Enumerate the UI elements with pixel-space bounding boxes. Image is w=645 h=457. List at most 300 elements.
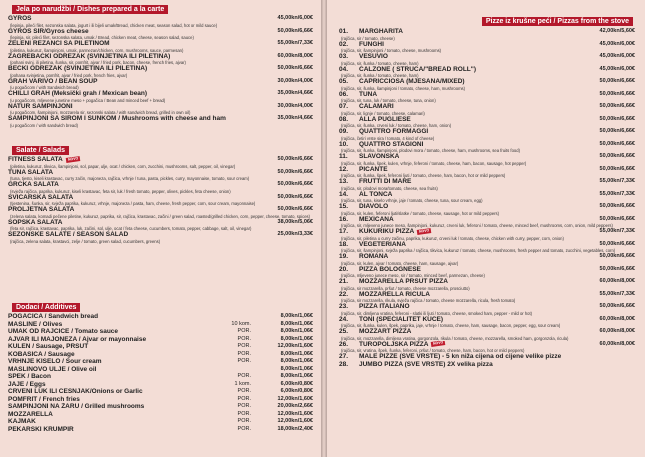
- item-name: [8, 90, 313, 98]
- menu-item: [339, 28, 635, 41]
- item-name: [339, 178, 635, 186]
- item-title: AL TONCA: [359, 190, 393, 198]
- item-description: (rajčica, sir mozzarella, pršut / tomato, cheese mozzarella, prosciutto): [341, 285, 470, 291]
- item-name: [8, 40, 313, 48]
- item-price: 30,00kn/4,00€: [277, 77, 313, 84]
- item-price: 50,00kn/6,66€: [599, 165, 635, 172]
- item-name: [339, 153, 635, 161]
- menu-left-page: [0, 0, 321, 457]
- item-name: [339, 228, 635, 236]
- item-description: (rajčica, sir, šunka, šampinjoni / tomato, cheese, ham, mushrooms): [341, 85, 466, 91]
- item-name: [8, 351, 313, 359]
- menu-item: [8, 231, 313, 244]
- item-title: GYROS: [8, 15, 32, 22]
- menu-item: [339, 328, 635, 341]
- item-name: [8, 103, 313, 111]
- item-name: [8, 366, 313, 374]
- item-name: [8, 219, 313, 227]
- menu-item: [339, 303, 635, 316]
- item-name: [339, 341, 635, 349]
- item-price: 30,00kn/4,00€: [277, 102, 313, 109]
- item-number: 19.: [339, 253, 349, 260]
- item-price: 60,00kn/8,00€: [599, 278, 635, 284]
- item-quantity: POR.: [237, 350, 251, 357]
- item-title: VRHNJE KISELO / Sour cream: [8, 358, 102, 365]
- menu-item: [8, 396, 313, 404]
- item-price: 50,00kn/6,66€: [277, 65, 313, 71]
- item-name: [339, 241, 635, 249]
- item-description: (tuna, tjesto, kiseli krastavac, curry začin, majoneza, rajčica, vrhnje / tuna, pasta, pickles, curry, mayonnaise, tomato, sour cream): [10, 176, 250, 181]
- menu-item: [8, 381, 313, 389]
- menu-item: [8, 103, 313, 116]
- item-name: [339, 53, 635, 61]
- item-name: [339, 103, 635, 111]
- item-price: 38,00kn/5,06€: [277, 218, 313, 225]
- menu-item: [8, 219, 313, 232]
- item-price: 8,00kn/1,06€: [280, 350, 313, 357]
- item-name: [339, 328, 635, 336]
- item-description: (lepinja, pileći filet, sezonska salata, jogurt i ili bijeli umak/Bread, chicken meat, season salad, hot or mild sauce): [10, 22, 218, 28]
- item-quantity: POR.: [237, 358, 251, 364]
- item-number: 24.: [339, 315, 349, 323]
- item-price: 45,00kn/6,00€: [599, 53, 635, 59]
- item-name: [339, 353, 635, 361]
- item-title: MASLINOVO ULJE / Olive oil: [8, 365, 97, 373]
- menu-item: [8, 343, 313, 351]
- item-description: (rajčica, sir / tomato, cheese): [341, 35, 395, 41]
- item-title: MARGHARITA: [359, 28, 403, 35]
- item-quantity: POR.: [237, 328, 251, 334]
- item-price: 50,00kn/6,66€: [277, 193, 313, 200]
- item-title: PICANTE: [359, 165, 388, 173]
- item-title: MEXICANA: [359, 215, 394, 223]
- item-name: [8, 403, 313, 411]
- item-name: [339, 266, 635, 274]
- item-number: 02.: [339, 40, 349, 48]
- menu-item: [339, 216, 635, 229]
- item-number: 04.: [339, 65, 349, 73]
- item-price: 50,00kn/6,66€: [599, 203, 635, 209]
- item-title: QUATTRO STAGIONI: [359, 140, 424, 148]
- item-price: 6,00kn/0,80€: [280, 388, 313, 394]
- item-name: [8, 358, 313, 366]
- menu-item: [339, 78, 635, 91]
- item-title: KOBASICA / Sausage: [8, 350, 75, 358]
- pizza-list: [339, 28, 635, 369]
- item-title: SEZONSKE SALATE / SEASON SALAD: [8, 231, 129, 238]
- menu-item: [339, 241, 635, 254]
- item-number: 27.: [339, 353, 349, 360]
- item-price: 12,00kn/1,60€: [277, 410, 313, 417]
- item-name: [8, 181, 313, 189]
- item-description: (rajčica, sir, lignje / tomato, cheese, calamari): [341, 110, 425, 116]
- menu-item: [8, 336, 313, 344]
- menu-item: [8, 40, 313, 53]
- menu-item: [339, 353, 635, 361]
- section-header-dishes: Jela po narudžbi / Dishes prepared a la carte: [12, 5, 168, 14]
- additives-list: [8, 313, 313, 433]
- item-title: MOZZARELLA PRŠUT PIZZA: [359, 278, 448, 285]
- item-title: BEČKI ODREZAK (SVINJETINA ILI PILETINA): [8, 65, 148, 72]
- salads-list: [8, 156, 313, 244]
- item-price: 55,00kn/7,33€: [277, 40, 313, 46]
- item-price: 50,00kn/6,66€: [599, 303, 635, 309]
- item-name: [8, 388, 313, 396]
- item-price: 18,00kn/2,40€: [277, 425, 313, 432]
- item-name: [339, 28, 635, 36]
- item-name: [339, 91, 635, 99]
- item-name: [8, 231, 313, 239]
- item-number: 22.: [339, 290, 349, 298]
- menu-item: [8, 321, 313, 329]
- item-price: 6,00kn/0,80€: [280, 380, 313, 387]
- menu-right-page: [327, 0, 645, 457]
- item-name: [339, 361, 635, 369]
- item-name: [339, 116, 635, 124]
- item-title: ŠPEK / Bacon: [8, 373, 51, 380]
- menu-item: [8, 366, 313, 374]
- item-description: (piletina, kukuruz, šampinjoni, umak, parmezan/chicken, corn, mushrooms, sauce, parmesan): [10, 47, 184, 53]
- item-name: [339, 41, 635, 49]
- menu-item: [8, 206, 313, 219]
- item-title: NATUR ŠAMPINJONI: [8, 102, 73, 110]
- item-description: (rajčica, sir mozzarella, rikula, svježa rajčica / tomato, cheese mozzarella, ricula, fresh tomato): [341, 298, 516, 303]
- item-price: 50,00kn/6,66€: [599, 240, 635, 247]
- menu-item: [8, 115, 313, 128]
- item-title: KULEN / Sausage, PRŠUT: [8, 343, 89, 350]
- item-name: [8, 156, 313, 164]
- item-price: 8,00kn/1,06€: [280, 313, 313, 319]
- item-price: 8,00kn/1,06€: [280, 358, 313, 364]
- item-title: ŠVICARSKA SALATA: [8, 193, 74, 201]
- item-name: [8, 313, 313, 321]
- item-quantity: POR.: [237, 335, 251, 342]
- item-name: [339, 141, 635, 149]
- menu-item: [8, 15, 313, 28]
- menu-item: [339, 253, 635, 266]
- menu-item: [8, 358, 313, 366]
- item-description: (rajčica, četiri vrste sira / tomato, 4 kind of cheese): [341, 135, 435, 141]
- item-price: 50,00kn/6,66€: [599, 253, 635, 259]
- item-title: ŠOPSKA SALATA: [8, 218, 63, 226]
- item-description: (rajčica, sir, šunka, crveni luk / tomato, cheese, ham, onion): [341, 123, 452, 128]
- item-title: PROLJETNA SALATA: [8, 206, 75, 213]
- item-price: 50,00kn/6,66€: [599, 153, 635, 159]
- item-title: CALZONE ( ŠTRUCA/"BREAD ROLL"): [359, 65, 477, 73]
- item-description: (rajčica, sir, šunka, špek, feferoni ljuti / tomato, cheese, ham, bacon, hot or mild peppers): [341, 173, 506, 178]
- item-description: (rajčica, sir, šunka, špek, kulen, vrhnje, feferoni / tomato, cheese, ham, bacon, sausage, hot pepper): [341, 160, 527, 166]
- item-price: 50,00kn/6,66€: [599, 265, 635, 272]
- menu-item: [339, 203, 635, 216]
- item-description: (tjestenina, šunka, sir, svježa paprika, kukuruz, vrhnje, majoneza / pasta, ham, cheese, fresh pepper, corn, sour cream, mayonnaise): [10, 201, 256, 206]
- menu-item: [339, 141, 635, 154]
- item-title: KUKURIKU PIZZA: [359, 228, 415, 235]
- menu-item: [339, 266, 635, 279]
- item-number: 28.: [339, 361, 349, 368]
- item-number: 20.: [339, 265, 349, 273]
- item-description: (rajčica, sir, šunka / tomato, cheese, ham): [341, 60, 419, 66]
- menu-item: [8, 28, 313, 41]
- item-price: 50,00kn/6,66€: [599, 103, 635, 109]
- menu-item: [8, 403, 313, 411]
- item-price: 25,00kn/3,33€: [277, 231, 313, 237]
- menu-item: [8, 351, 313, 359]
- item-title: POGAČICA / Sandwich bread: [8, 313, 99, 320]
- item-price: 12,00kn/1,60€: [277, 343, 313, 349]
- item-number: 25.: [339, 328, 349, 335]
- item-name: [8, 321, 313, 329]
- item-name: [339, 166, 635, 174]
- item-title: KAJMAK: [8, 418, 36, 425]
- item-title: FUNGHI: [359, 40, 384, 48]
- item-description: (svježa rajčica, paprika, kukuruz, kiseli krastavac, feta sir, luk / fresh tomato, pepper, olives, pickles, feta cheese, onion): [10, 188, 231, 194]
- item-title: GRAH VARIVO / BEAN SOUP: [8, 77, 98, 85]
- item-price: 50,00kn/6,66€: [277, 206, 313, 212]
- menu-item: [339, 53, 635, 66]
- item-number: 11.: [339, 153, 348, 160]
- item-price: 50,00kn/6,66€: [599, 128, 635, 134]
- item-name: [8, 78, 313, 86]
- item-title: ZAGREBAČKI ODREZAK (SVINJETINA ILI PILETINA): [8, 52, 171, 60]
- item-description: (rajčica, sir, plodovi mora/tomato, cheese, sea fruits): [341, 185, 438, 191]
- item-title: CALAMARI: [359, 103, 394, 110]
- menu-item: [8, 181, 313, 194]
- item-price: 50,00kn/6,66€: [599, 78, 635, 84]
- menu-item: [339, 316, 635, 329]
- item-title: MOZZARELLA RICULA: [359, 290, 430, 298]
- item-number: 06.: [339, 90, 349, 98]
- item-price: 50,00kn/6,66€: [277, 168, 313, 175]
- item-price: 12,00kn/1,60€: [277, 418, 313, 424]
- item-title: GYROS SIR/Gyros cheese: [8, 27, 89, 35]
- item-price: 60,00kn/8,00€: [277, 52, 313, 59]
- item-description: (rajčica, sir, šunka, kulen, špek, paprika, jaje, vrhnje / tomato, cheese, ham, sausage, bacon, pepper, egg, sour cream): [341, 323, 561, 328]
- item-title: UMAK OD RAJČICE / Tomato sauce: [8, 328, 119, 335]
- item-name: [339, 278, 635, 286]
- item-description: (rajčica, sir, kulen, ajvar / tomato, cheese, ham, sausage, ajvar): [341, 260, 459, 266]
- item-price: 12,00kn/1,60€: [277, 395, 313, 402]
- menu-item: [339, 361, 635, 369]
- item-quantity: POR.: [237, 395, 251, 402]
- item-number: 15.: [339, 203, 349, 210]
- item-title: VESUVIO: [359, 53, 388, 60]
- item-quantity: POR.: [237, 425, 251, 432]
- item-quantity: POR.: [237, 410, 251, 417]
- item-price: 45,00kn/6,00€: [599, 40, 635, 47]
- item-description: (rajčica, sir, šampinjoni / tomato, cheese, mushrooms): [341, 48, 442, 53]
- menu-item: [339, 91, 635, 104]
- item-price: 50,00kn/6,66€: [599, 140, 635, 147]
- item-title: TONI (SPECIALITET KUĆE): [359, 315, 444, 323]
- section-header-pizzas: Pizze iz krušne peći / Pizzas from the stove: [482, 17, 633, 26]
- item-price: 8,00kn/1,06€: [280, 320, 313, 327]
- menu-item: [8, 328, 313, 336]
- item-price: 60,00kn/8,00€: [599, 340, 635, 347]
- menu-item: [8, 65, 313, 78]
- item-number: 03.: [339, 53, 349, 60]
- item-title: VEGETERIANA: [359, 240, 406, 248]
- new-badge: NOVO: [431, 341, 446, 348]
- menu-item: [339, 191, 635, 204]
- menu-item: [339, 278, 635, 291]
- item-title: MALE PIZZE (SVE VRSTE) - 5 kn niža cijena od cijene velike pizze: [359, 353, 562, 360]
- item-name: [8, 53, 313, 61]
- item-number: 26.: [339, 340, 349, 348]
- item-description: (rajčica, mljeveno junece meso, sir / tomato, minced beef, parmezan, cheese): [341, 273, 485, 278]
- item-title: FRUTTI DI MARE: [359, 178, 412, 185]
- menu-item: [339, 153, 635, 166]
- item-description: (feta sir, rajčica, krastavac, paprika, luk, začini, sol, ulje, ocat / feta cheese, cucumbers, tomato, pepper, cabbage, salt, oil, vinegar): [10, 226, 252, 231]
- item-quantity: 1 kom.: [234, 380, 251, 387]
- item-number: 13.: [339, 178, 349, 185]
- item-title: QUATTRO FORMAGGI: [359, 128, 429, 135]
- item-name: [8, 418, 313, 426]
- item-number: 05.: [339, 78, 349, 85]
- section-header-additives: Dodaci / Additives: [12, 303, 80, 312]
- menu-item: [339, 41, 635, 54]
- item-price: 8,00kn/1,06€: [280, 335, 313, 342]
- menu-item: [339, 66, 635, 79]
- item-title: MOZZARELLA: [8, 410, 53, 418]
- item-title: ŠAMPINJONI SA SIROM I ŠUNKOM / Mushrooms with cheese and ham: [8, 115, 226, 122]
- item-description: (lepinja, sir, pileći filet, sezonska salata, umak / Bread, chicken meat, cheese, season salad, sauce): [10, 35, 194, 40]
- item-name: [8, 336, 313, 344]
- item-title: TUNA: [359, 90, 378, 98]
- menu-item: [339, 341, 635, 354]
- item-name: [8, 411, 313, 419]
- item-price: 60,00kn/8,00€: [599, 315, 635, 322]
- item-quantity: POR.: [237, 388, 251, 394]
- item-quantity: POR.: [237, 418, 251, 424]
- item-description: (zelena salata, komadi pečene piletine, kukuruz, paprika, sir, rajčica, krastavac, začini / green salad, roasted/grilled chicken, corn, pepper, cheese, tomato, spices): [10, 213, 311, 219]
- item-price: 50,00kn/6,66€: [277, 27, 313, 34]
- item-description: (rajčica, zelena salata, krastavci, zelje / tomato, green salad, cucumbers, greens): [10, 238, 161, 244]
- item-price: 8,00kn/1,06€: [280, 365, 313, 372]
- item-price: 20,00kn/2,66€: [277, 403, 313, 409]
- item-name: [339, 191, 635, 199]
- menu-item: [339, 166, 635, 179]
- item-number: 23.: [339, 303, 349, 310]
- item-number: 08.: [339, 115, 349, 123]
- item-price: 55,00kn/7,33€: [599, 290, 635, 297]
- item-quantity: POR.: [237, 403, 251, 409]
- menu-item: [8, 78, 313, 91]
- item-name: [339, 203, 635, 211]
- item-title: PEKARSKI KRUMPIR: [8, 425, 74, 433]
- item-name: [8, 343, 313, 351]
- new-badge: NOVO: [65, 156, 80, 163]
- item-number: 18.: [339, 240, 349, 248]
- item-number: 12.: [339, 165, 349, 173]
- item-title: TUROPOLJSKA PIZZA: [359, 340, 429, 348]
- item-name: [339, 66, 635, 74]
- item-description: (rajčica, sir, piletina u curry začinu, paprika, kukuruz, crveni luk / tomato, cheese, chicken with curry, pepper, corn, onion): [341, 235, 564, 241]
- item-quantity: POR.: [237, 373, 251, 379]
- item-price: 55,00kn/7,33€: [599, 178, 635, 184]
- menu-item: [8, 411, 313, 419]
- item-name: [8, 115, 313, 123]
- item-description: (u pogačicom, mljevene junetine meso + pogačica / Bean and minced beef + bread): [10, 97, 166, 103]
- menu-item: [8, 418, 313, 426]
- item-description: (piletina, kukuruz, tikvica, šampinjoni, sol, papar, ulje, ocat / chicken, corn, zucchini, mushrooms, salt, pepper, oil, vinegar): [10, 163, 236, 169]
- item-description: (rajčica, sir, mljeveno junece meso, šampinjoni, kukuruz, crveni luk, feferoni / tomato, cheese, minced beef, mushrooms, corn, onion, mild peppers): [341, 223, 613, 228]
- menu-item: [8, 373, 313, 381]
- item-name: [8, 396, 313, 404]
- item-description: (rajčica, sir, mozzarella, dimljena vratina, gorgonzola, rikula / tomato, cheese, mozzarella, smoked ham, gorgonzola, ricula): [341, 335, 569, 341]
- menu-item: [8, 313, 313, 321]
- item-number: 10.: [339, 140, 349, 148]
- item-title: CAPRICCIOSA (MJEŠANA/MIXED): [359, 78, 465, 85]
- item-title: JAJE / Eggs: [8, 380, 46, 388]
- item-number: 01.: [339, 28, 349, 35]
- item-price: 42,00kn/5,60€: [599, 28, 635, 34]
- item-price: 60,00kn/8,00€: [599, 328, 635, 334]
- item-title: ALLA PUGLIESE: [359, 115, 411, 123]
- item-name: [8, 194, 313, 202]
- item-price: 55,00kn/7,33€: [599, 228, 635, 234]
- item-price: 35,00kn/4,66€: [277, 90, 313, 96]
- item-price: 45,00kn/6,00€: [277, 15, 313, 21]
- item-title: MASLINE / Olives: [8, 320, 63, 328]
- menu-item: [339, 116, 635, 129]
- item-description: (u pogačicom, šampinjoni, mozzarela sir, sezonski salata / with sandwich bread, grilled in own oil): [10, 110, 191, 115]
- item-title: POMFRIT / French fries: [8, 395, 80, 403]
- menu-item: [339, 178, 635, 191]
- item-price: 50,00kn/6,66€: [599, 90, 635, 97]
- item-description: (pohani svinj. ili piletina, šunka, sir, pomfrit, ajvar / fried pork, bacon, cheese, french fries, ajvar): [10, 60, 186, 65]
- item-description: (rajčica, sir, šampinjoni, svježa paprika / rajčica, tikvica, kukuruz / tomato, cheese, mushrooms, fresh pepper and tomato, zucchini, vegetables, corn): [341, 248, 616, 253]
- item-description: (rajčica, sir, šunka, šampinjoni, plodovi mora / tomato, cheese, ham, mushrooms, sea fruits food): [341, 148, 520, 153]
- item-name: [339, 78, 635, 86]
- item-name: [8, 15, 313, 23]
- item-quantity: 10 kom.: [231, 320, 251, 327]
- menu-item: [8, 169, 313, 182]
- menu-item: [8, 388, 313, 396]
- new-badge: NOVO: [417, 228, 432, 235]
- dishes-list: [8, 15, 313, 128]
- item-description: (pohana svinjetina, pomfrit, ajvar / fried pork, french fries, ajvar): [10, 72, 128, 78]
- item-name: [8, 381, 313, 389]
- item-title: FITNESS SALATA: [8, 156, 63, 163]
- section-header-salads: Salate / Salads: [12, 146, 69, 155]
- item-name: [339, 216, 635, 224]
- menu-item: [8, 194, 313, 207]
- item-description: (rajčica, sir, tuna, luk / tomato, cheese, tuna, onion): [341, 98, 436, 103]
- item-title: SLAVONSKA: [359, 153, 400, 160]
- item-price: 45,00kn/6,00€: [599, 65, 635, 72]
- item-price: 50,00kn/6,66€: [277, 156, 313, 162]
- menu-item: [339, 228, 635, 241]
- item-quantity: POR.: [237, 343, 251, 349]
- item-name: [339, 253, 635, 261]
- item-title: TUNA SALATA: [8, 168, 54, 176]
- item-title: CRVENI LUK ILI ČEŠNJAK/Onions or Garlic: [8, 388, 143, 395]
- item-price: 55,00kn/7,33€: [599, 190, 635, 197]
- item-title: ZELENI REZANCI SA PILETINOM: [8, 40, 110, 47]
- item-title: AJVAR ILI MAJONEZA / Ajvar or mayonnaise: [8, 335, 147, 343]
- item-description: (rajčica, sir, vratina, špek, šunka, feferoni, pršut / tomato, cheese, ham, bacon, hot or mild peppers): [341, 348, 525, 353]
- item-number: 09.: [339, 128, 349, 135]
- item-title: GRČKA SALATA: [8, 181, 59, 188]
- item-price: 50,00kn/6,66€: [277, 181, 313, 187]
- item-name: [8, 206, 313, 214]
- item-name: [339, 316, 635, 324]
- item-title: MOZZART PIZZA: [359, 328, 412, 335]
- item-name: [339, 128, 635, 136]
- item-name: [8, 169, 313, 177]
- item-title: PIZZA ITALIANO: [359, 303, 410, 310]
- item-description: (rajčica, sir, dimljena vratina, feferoni - slatki ili ljuti / tomato, cheese, smoked ham, pepper - mild or hot): [341, 310, 533, 316]
